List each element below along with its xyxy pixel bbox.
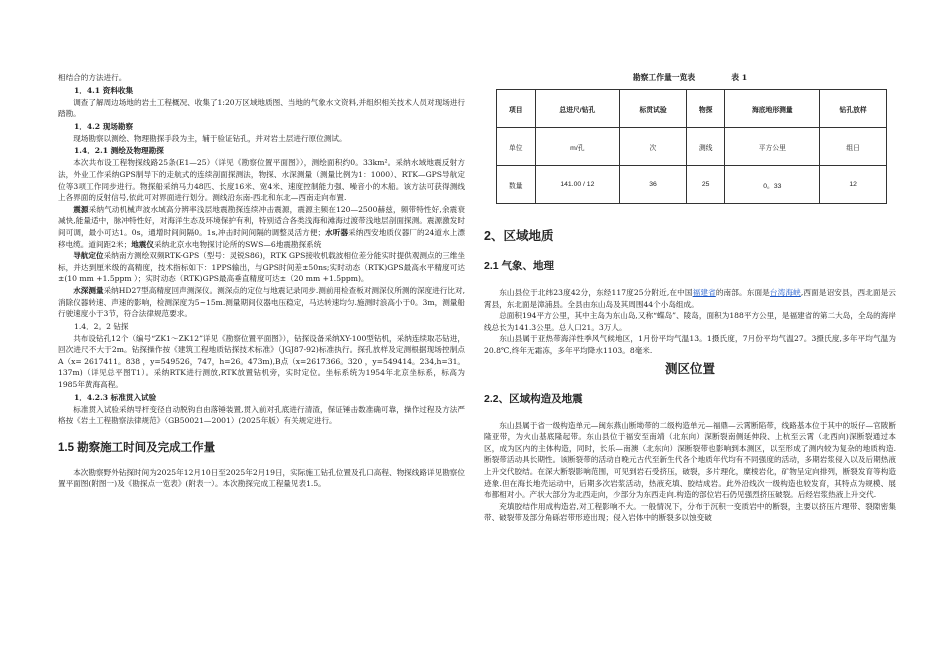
table-cell: 钻孔放样: [820, 90, 887, 128]
table-cell: 测线: [686, 128, 725, 166]
zhenyuan-text: 采纳气动机械声波水域高分辨率浅层地震勘探连续冲击震源，震源主频在120—2500赫兹，频带特性好,余震衰减快,能量适中，脉冲特性好，对海洋生态及环境保护有利，特别适合各类浅海和滩海过渡带浅地层剖面探测。震源激发时间可调，最小可达1。0s，通增时间间隔0。1s,冲击时间间隔的调整灵活方便；: [58, 204, 466, 237]
table-cell: 数量: [497, 166, 536, 204]
section-2-2-title: 2.2、区域构造及地震: [484, 392, 583, 405]
shuiting-text: 采纳西安地质仪器厂的24道水上漂移电缆。道间距2米；: [58, 227, 466, 249]
daohang-paragraph: [58, 250, 465, 285]
table-cell: 25: [686, 166, 725, 204]
section-1-4-2-title: 1．4.2 现场勘察: [74, 121, 134, 131]
taiwan-strait-link[interactable]: 台湾海峡: [769, 288, 801, 297]
section-2-1-title: 2.1 气象、地理: [484, 260, 555, 272]
survey-area-title: 测区位置: [664, 361, 715, 376]
daohang-text: 采纳南方测绘双频RTK-GPS（型号：灵锐S86)，RTK GPS接收机载波相位差分能实时提供观测点的三维坐标，并达到厘米级的高精度，技术指标如下：1PPS输出，与GPS时间差±50ns;实时动态（RTK)GPS最高水平精度可达±(10 mm +1.5ppm ）；实时动态（RTK)GPS最高垂直精度可达±（20 mm +1.5ppm)。: [58, 251, 466, 284]
shuishen-text: 采纳HD27型高精度回声测深仪。测深点的定位与地震记录同步.测前用检查板对测深仪所测的深度进行比对,消除仪器转速、声速的影响，检测深度为5~15m.测量期间仪器电压稳定，马达转速均匀.施测时浪高小于0。3m，测量船行驶速度小于3节，符合法律规范要求。: [58, 285, 465, 319]
table-number: 表 1: [731, 73, 748, 82]
work-quantity-table: [496, 89, 887, 204]
table-header-row: [497, 90, 887, 128]
section-2-1-paragraph-1: [484, 287, 896, 310]
section-2-title: 2、区域地质: [484, 229, 554, 243]
table-cell: 海底地形测量: [725, 90, 820, 128]
shuishen-paragraph: [58, 285, 465, 320]
section-2-1-paragraph-3: 东山县属于亚热带海洋性季风气候地区，1月份平均气温13。1摄氏度，7月份平均气温27。3摄氏度,多年平均气温为20.8℃,终年无霜冻，多年平均降水1103。8毫米.: [484, 334, 896, 355]
location-text-a: 东山县位于北纬23度42分，东经117度25分附近,在中国: [499, 288, 693, 297]
section-1-4-2-1-text: 本次共布设工程物探线路25条(E1—25）（详见《勘察位置平面图》），测绘面积约0。33km²。采纳水域地震反射方法，外业工作采纳GPS制导下的走航式的连续剖面探测法，物探、水深测量（测量比例为1：1000）、RTK—GPS导航定位等3项工作同步进行。物探船采纳马力48匹、长度16米、宽4米、速度控制能力强、噪音小的木船。该方法可获得测线上各界面的反射信号,依此可对界面进行划分。测线沿东南-西北和东北—西南走向布置.: [58, 158, 465, 203]
section-1-4-2-3-title: 1．4.2.3 标准贯入试验: [74, 392, 157, 402]
location-text-c: ,西面是诏安县，西北面是云霄县，东北面是漳浦县。全县由东山岛及其周围44个小岛组成。: [484, 288, 897, 309]
table-cell: 0。33: [725, 166, 820, 204]
table-cell: 组日: [820, 128, 887, 166]
zhenyuan-label: 震源: [73, 204, 89, 214]
table-cell: 36: [620, 166, 687, 204]
table-cell: 12: [820, 166, 887, 204]
table-title: 勘察工作量一览表: [632, 73, 696, 82]
section-1-4-1-text: 调查了解周边场地的岩土工程概况、收集了1:20万区域地质图、当地的气象水文资料,并组织相关技术人员对现场进行踏勘。: [58, 97, 465, 119]
shuishen-label: 水深测量: [73, 285, 104, 295]
table-cell: 项目: [497, 90, 536, 128]
section-1-4-2-3-text: 标准贯入试验采纳导杆变径自动脱钩自由落锤装置,贯入前对孔底进行清渣，保证锤击数准确可靠，操作过程及方法严格按《岩土工程勘察法律规范》（GB50021—2001）(2025年版）有关规定进行。: [58, 404, 465, 426]
table-cell: 平方公里: [725, 128, 820, 166]
table-row: [497, 128, 887, 166]
section-2-2-paragraph-1: 东山县属于省一级构造单元—闽东燕山断坳带的二级构造单元—福鼎—云霄断陷带，线路基本位于其中的坂仔—官陂断隆亚带，为火山基底隆起带。东山县位于福安至南靖（北东向）深断裂南侧延伸段、上杭至云霄（北西向)深断裂通过本区，成为区内的主体构造，同时，长乐—南澳（北东向）深断裂带也影响到本测区，以至形成了测内较为复杂的地质构造.断裂带活动具长期性。该断裂带的活动自晚元古代至新生代各个地质年代均有不同强度的活动，多期岩浆侵入以及后期热液上升交代胶结。在深大断裂影响范围，可见到岩石受挤压，破裂，多片理化，糜棱岩化，矿物呈定向排列，断裂发育等构造迹象.但在海长地壳运动中，后期多次岩浆活动，热液充填、胶结成岩。此外沿线次一级构造也较发育，其特点为规模、展布都相对小。产状大部分为北西走向，少部分为东西走向.构造的部位岩石仍见强烈挤压破裂。后经岩浆热液上升交代.: [484, 420, 896, 500]
table-row: [497, 166, 887, 204]
section-1-4-2-1-title: 1.4．2.1 测绘及物理勘探: [74, 146, 164, 156]
left-column: [58, 72, 465, 490]
table-cell: 标贯试验: [620, 90, 687, 128]
table-caption: [484, 72, 896, 83]
table-cell: 单位: [497, 128, 536, 166]
intro-text: 相结合的方法进行。: [58, 73, 127, 82]
table-cell: 141.00 / 12: [535, 166, 620, 204]
dizhen-label: 地震仪: [131, 239, 154, 249]
location-text-b: 的南部。东面是: [715, 288, 770, 297]
shuiting-label: 水听器: [325, 227, 349, 237]
section-1-4-2-text: 现场勘察以测绘、物理勘探手段为主，辅于验证钻孔，并对岩土层进行原位测试。: [73, 133, 347, 143]
table-cell: 物探: [686, 90, 725, 128]
section-2-2-paragraph-2: 充填胶结作用成构造岩,对工程影响不大。一般情况下，分布于沉积一变质岩中的断裂，主要以挤压片理带、裂隙密集带、破裂带及部分角砾岩带形迹出现；侵入岩体中的断裂多以蚀变破: [484, 501, 896, 523]
table-cell: m/孔: [535, 128, 620, 166]
section-2-1-paragraph-2: 总面积194平方公里，其中主岛为东山岛,又称“蝶岛”、陵岛，面积为188平方公里，是福建省的第二大岛，全岛的海岸线总长为141.3公里。总人口21。3万人。: [484, 311, 896, 332]
table-cell: 总进尺/钻孔: [535, 90, 620, 128]
section-1-5-title: 1.5 勘察施工时间及完成工作量: [58, 441, 216, 454]
fujian-link[interactable]: 福建省: [692, 288, 716, 297]
section-1-4-2-2-title: 1.4．2。2 钻探: [74, 321, 129, 331]
zhenyuan-paragraph: [58, 204, 465, 250]
table-cell: 次: [620, 128, 687, 166]
dizhen-text: 采纳北京水电物探讨论所的SWS—6地震勘探系统: [153, 239, 322, 249]
daohang-label: 导航定位: [73, 251, 104, 261]
section-1-4-1-title: 1．4.1 资料收集: [74, 85, 134, 95]
right-column: [484, 72, 896, 524]
section-1-4-2-2-text: 共布设钻孔12个（编号“ZK1～ZK12”详见《勘察位置平面图》），钻探设备采纳XY-100型钻机，采纳连续取芯钻进，回次进尺不大于2m。钻探操作按《建筑工程地质钻探技术标准》（JGJ87-92)标准执行。探孔放样及定测根据现场控制点A（x= 2617411。838 ，y=549526，747，h=26。473m),B点（x=2617366。320 ，y=549414。234,h=31。137m)（详见总平图T1）。采纳RTK进行测放,RTK放置钻机旁，实时定位。坐标系统为1954年北京坐标系，标高为1985年黄海高程。: [58, 333, 465, 390]
section-1-5-text: 本次勘察野外钻探时间为2025年12月10日至2025年2月19日，实际施工钻孔位置及孔口高程、物探线路详见勘察位置平面图(附图一)及《勘探点一览表》(附表一）。本次勘探完成工程量见表1.5。: [58, 467, 465, 489]
